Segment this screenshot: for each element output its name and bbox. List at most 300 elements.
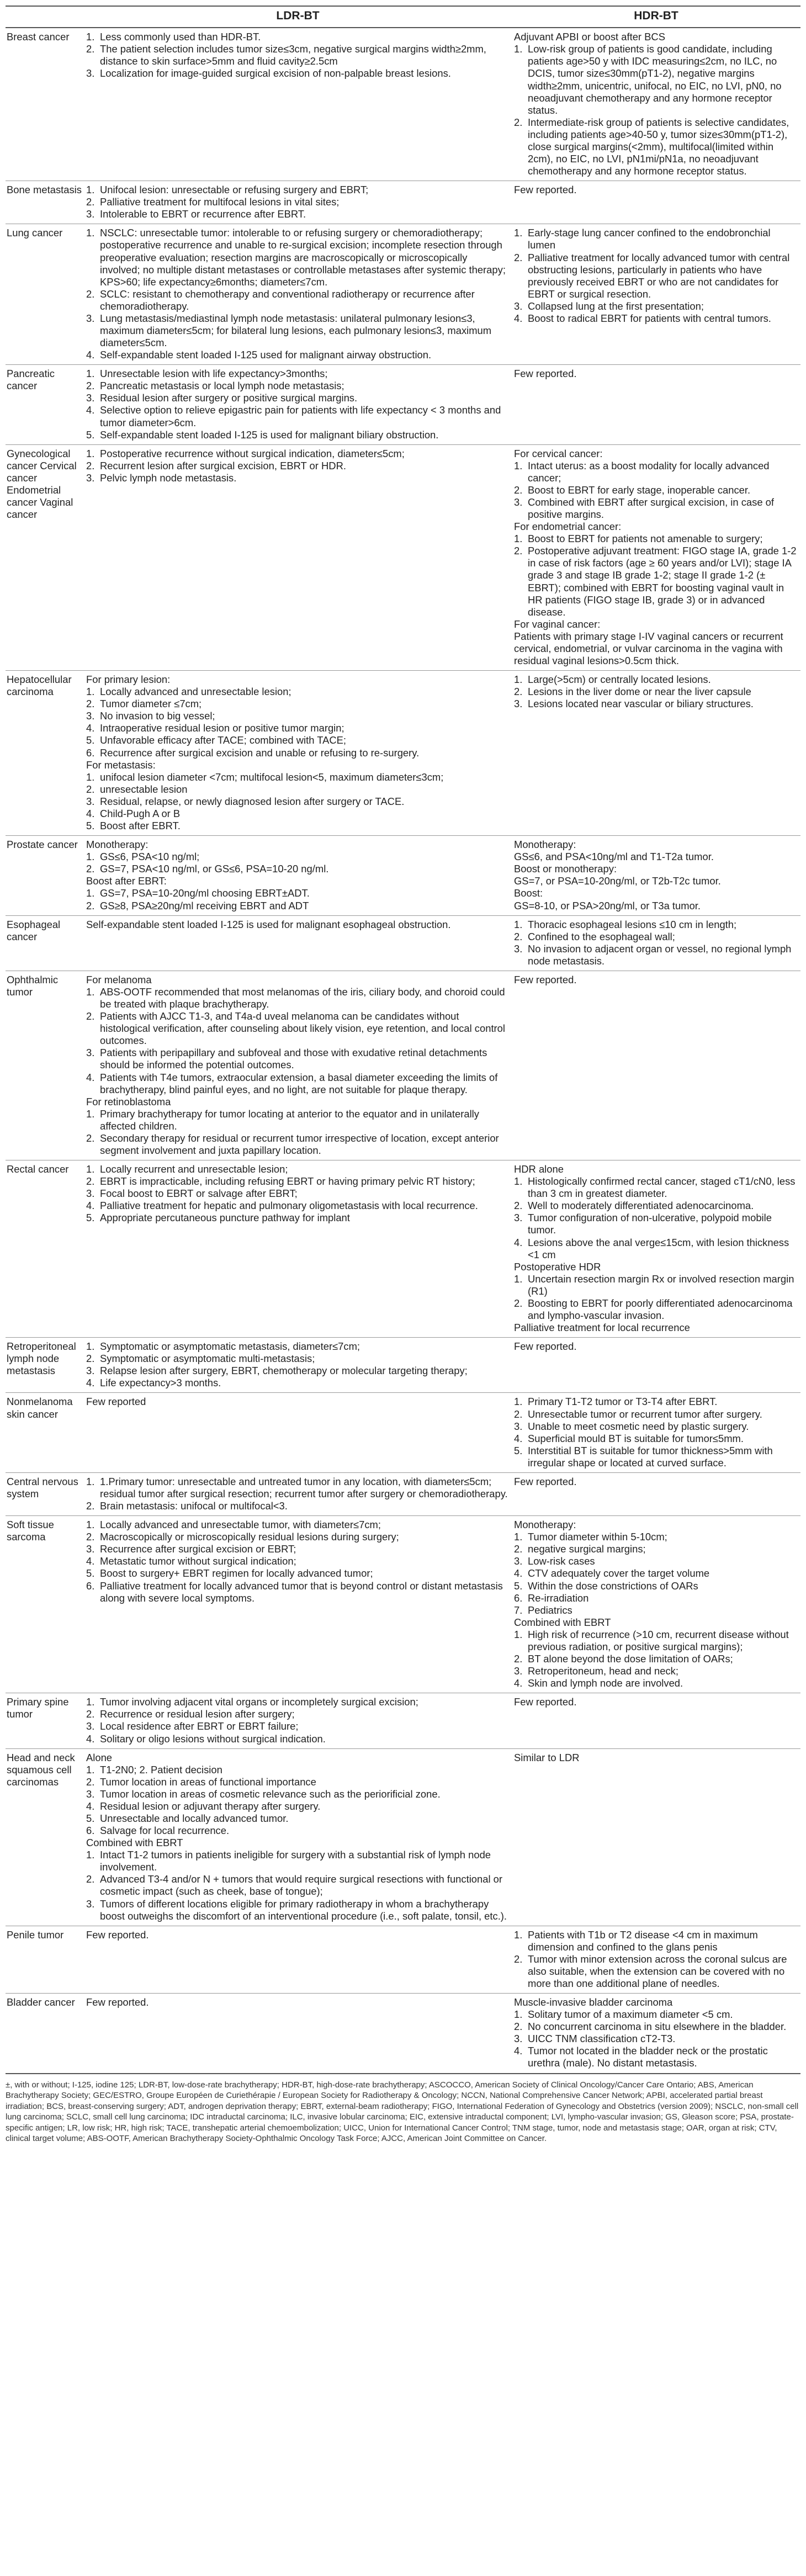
- numbered-item: [86, 429, 508, 441]
- numbered-item: [514, 1665, 797, 1677]
- item-text: Intermediate-risk group of patients is selective candidates, including patients age>40-50 y, tumor size≤30mm(pT1-2), close surgical margins(<2mm), multifocal(limited within 2cm), no EIC, no LVI, pN1mi/pN1a, no neoadjuvant chemotherapy and any hormone receptor status.: [528, 116, 789, 177]
- item-number: 1.: [86, 184, 95, 196]
- item-number: 3.: [514, 698, 523, 710]
- hdr-indications-cell: [512, 28, 800, 181]
- numbered-item: [86, 392, 508, 404]
- item-text: Primary brachytherapy for tumor locating at anterior to the equator and in unilaterally affected children.: [100, 1107, 479, 1132]
- numbered-item: [514, 1567, 797, 1579]
- table-header: [6, 6, 800, 28]
- ldr-indications-cell: [84, 224, 512, 365]
- numbered-item: [86, 1108, 508, 1132]
- item-number: 1.: [86, 1519, 95, 1531]
- item-number: 1.: [514, 1928, 523, 1941]
- numbered-item: [86, 1800, 508, 1812]
- text-line: For cervical cancer:: [514, 447, 603, 459]
- footnote-text: ±, with or without; I-125, iodine 125; LDR-BT, low-dose-rate brachytherapy; HDR-BT, high-dose-rate brachytherapy; ASCOCCO, American Society of Clinical Oncology/Cancer Care Ontario; ABS, American Brachytherapy Society; GEC/ESTRO, Groupe Européen de Curiethérapie / European Society for Radiotherapy & Oncology; NCCN, National Comprehensive Cancer Network; APBI, accelerated partial breast irradiation; BCS, breast-conserving surgery; ADT, androgen deprivation therapy; EBRT, external-beam radiotherapy; FIGO, International Federation of Gynecology and Obstetrics (version 2009); NSCLC, non-small cell lung carcinoma; SCLC, small cell lung carcinoma; IDC intraductal carcinoma; ILC, invasive lobular carcinoma; EIC, extensive intraductal component; LVI, lympho-vascular invasion; GS, Gleason score; PSA, prostate-specific antigen; LR, low risk; HR, high risk; TACE, transhepatic arterial chemoembolization; UICC, Union for International Cancer Control; TNM stage, tumor, node and metastasis stage; OAR, organ at risk; CTV, clinical target volume; ABS-OOTF, American Brachytherapy Society-Ophthalmic Oncology Task Force; AJCC, American Joint Committee on Cancer.: [6, 2080, 799, 2144]
- item-number: 2.: [514, 251, 523, 263]
- numbered-item: [514, 312, 797, 325]
- numbered-item: [86, 887, 508, 899]
- item-number: 2.: [514, 686, 523, 698]
- item-text: GS=7, PSA=10-20ng/ml choosing EBRT±ADT.: [100, 887, 310, 899]
- numbered-item: [86, 1776, 508, 1788]
- hdr-indications-cell: [512, 1748, 800, 1926]
- item-text: Local residence after EBRT or EBRT failure;: [100, 1720, 299, 1732]
- item-text: 1.Primary tumor: unresectable and untreated tumor in any location, with diameter≤5cm; residual tumor after surgical resection; recurrent tumor after surgery or chemoradiotherapy.: [100, 1475, 508, 1500]
- item-text: Tumor configuration of non-ulcerative, polypoid mobile tumor.: [528, 1212, 772, 1236]
- numbered-item: [514, 1297, 797, 1322]
- table-row: [6, 1994, 800, 2074]
- item-text: Intraoperative residual lesion or positive tumor margin;: [100, 722, 344, 734]
- item-text: Lesions located near vascular or biliary structures.: [528, 698, 754, 710]
- item-text: Tumor diameter within 5-10cm;: [528, 1531, 667, 1543]
- table-row: [6, 224, 800, 365]
- header-col-cancer: [6, 6, 84, 28]
- item-number: 1.: [86, 1163, 95, 1175]
- numbered-item: [86, 863, 508, 875]
- item-text: Residual lesion after surgery or positive surgical margins.: [100, 392, 358, 404]
- item-number: 3.: [86, 208, 95, 220]
- numbered-item: [514, 1555, 797, 1567]
- item-text: EBRT is impracticable, including refusing EBRT or having primary pelvic RT history;: [100, 1175, 475, 1188]
- item-text: Palliative treatment for multifocal lesions in vital sites;: [100, 196, 340, 208]
- text-line: Boost after EBRT:: [86, 875, 167, 887]
- numbered-item: [514, 1629, 797, 1653]
- item-number: 2.: [86, 1775, 95, 1788]
- numbered-item: [86, 288, 508, 312]
- item-number: 4.: [514, 1432, 523, 1444]
- item-text: NSCLC: unresectable tumor: intolerable to or refusing surgery or chemoradiotherapy; postoperative recurrence and unable to re-surgical excision; incomplete resection through preoperative evaluation; resection margins are macroscopically or microscopically involved; no multiple distant metastases or controllable metastases after systemic therapy; KPS>60; life expectancy≥6months; diameter≤7cm.: [100, 227, 506, 288]
- numbered-item: [86, 1365, 508, 1377]
- text-line: Few reported.: [514, 973, 577, 985]
- item-text: Lesions above the anal verge≤15cm, with lesion thickness <1 cm: [528, 1236, 789, 1260]
- text-line: Palliative treatment for local recurrence: [514, 1322, 690, 1334]
- numbered-item: [514, 545, 797, 618]
- item-text: Focal boost to EBRT or salvage after EBRT;: [100, 1188, 298, 1200]
- numbered-item: [86, 1825, 508, 1837]
- numbered-item: [86, 986, 508, 1010]
- ldr-indications-cell: [84, 1994, 512, 2074]
- item-text: Unresectable and locally advanced tumor.: [100, 1812, 289, 1824]
- item-text: UICC TNM classification cT2-T3.: [528, 2033, 676, 2045]
- text-line: Patients with primary stage I-IV vaginal cancers or recurrent cervical, endometrial, or vulvar carcinoma in the vagina with residual vaginal lesions>0.5cm thick.: [514, 630, 783, 667]
- text-line: Similar to LDR: [514, 1751, 580, 1763]
- text-line: Muscle-invasive bladder carcinoma: [514, 1996, 673, 2008]
- item-number: 2.: [514, 1408, 523, 1420]
- item-number: 3.: [86, 471, 95, 484]
- item-text: Palliative treatment for locally advanced tumor that is beyond control or distant metastasis along with severe local symptoms.: [100, 1579, 503, 1604]
- item-number: 3.: [86, 1897, 95, 1910]
- item-number: 1.: [86, 1696, 95, 1708]
- item-number: 2.: [86, 1132, 95, 1144]
- item-number: 2.: [86, 196, 95, 208]
- item-number: 3.: [86, 710, 95, 722]
- item-text: Locally advanced and unresectable tumor, with diameter≤7cm;: [100, 1519, 381, 1531]
- numbered-item: [86, 1849, 508, 1873]
- numbered-item: [514, 1396, 797, 1408]
- text-line: Monotherapy:: [86, 839, 149, 851]
- item-number: 2.: [86, 459, 95, 471]
- cancer-type-cell: Bone metastasis: [6, 181, 84, 224]
- item-number: 2.: [514, 1297, 523, 1309]
- item-text: Recurrence after surgical excision or EBRT;: [100, 1543, 296, 1555]
- item-number: 4.: [86, 722, 95, 734]
- item-text: Pediatrics: [528, 1604, 572, 1616]
- item-text: Boosting to EBRT for poorly differentiated adenocarcinoma and lympho-vascular invasion.: [528, 1297, 793, 1321]
- numbered-item: [86, 747, 508, 759]
- item-number: 1.: [86, 887, 95, 899]
- numbered-item: [86, 1531, 508, 1543]
- item-number: 3.: [514, 300, 523, 312]
- item-number: 6.: [514, 1592, 523, 1604]
- hdr-indications-cell: [512, 915, 800, 971]
- cancer-type-cell: Central nervous system: [6, 1472, 84, 1515]
- item-number: 3.: [86, 1720, 95, 1732]
- item-text: unifocal lesion diameter <7cm; multifocal lesion<5, maximum diameter≤3cm;: [100, 771, 444, 783]
- item-number: 5.: [514, 1579, 523, 1592]
- ldr-indications-cell: [84, 671, 512, 836]
- item-number: 2.: [514, 116, 523, 128]
- ldr-indications-cell: [84, 1472, 512, 1515]
- item-number: 5.: [86, 734, 95, 746]
- item-text: unresectable lesion: [100, 783, 188, 795]
- cancer-type-cell: Retroperitoneal lymph node metastasis: [6, 1338, 84, 1393]
- item-text: Tumor location in areas of functional importance: [100, 1775, 316, 1788]
- numbered-item: [86, 796, 508, 808]
- item-text: Palliative treatment for hepatic and pulmonary oligometastasis with local recurrence.: [100, 1200, 478, 1212]
- numbered-item: [514, 252, 797, 300]
- numbered-item: [86, 820, 508, 832]
- numbered-item: [514, 1531, 797, 1543]
- numbered-item: [514, 533, 797, 545]
- item-text: Re-irradiation: [528, 1592, 589, 1604]
- numbered-item: [86, 1072, 508, 1096]
- hdr-indications-cell: [512, 1516, 800, 1693]
- text-line: Few reported: [86, 1396, 146, 1408]
- cancer-type-cell: Prostate cancer: [6, 836, 84, 915]
- text-line: For metastasis:: [86, 759, 156, 771]
- numbered-item: [86, 1696, 508, 1708]
- item-text: Postoperative recurrence without surgical indication, diameter≤5cm;: [100, 447, 405, 459]
- ldr-indications-cell: [84, 444, 512, 670]
- hdr-indications-cell: [512, 181, 800, 224]
- text-line: For retinoblastoma: [86, 1095, 171, 1107]
- numbered-item: [514, 2045, 797, 2069]
- item-text: Selective option to relieve epigastric pain for patients with life expectancy < 3 months and tumor diameter>6cm.: [100, 404, 501, 428]
- numbered-item: [86, 1188, 508, 1200]
- item-number: 1.: [514, 1628, 523, 1640]
- numbered-item: [86, 771, 508, 783]
- hdr-indications-cell: [512, 444, 800, 670]
- item-number: 1.: [514, 674, 523, 686]
- item-text: Intolerable to EBRT or recurrence after EBRT.: [100, 208, 306, 220]
- numbered-item: [86, 460, 508, 472]
- item-text: Histologically confirmed rectal cancer, staged cT1/cN0, less than 3 cm in greatest diameter.: [528, 1175, 796, 1200]
- item-text: Boost to EBRT for patients not amenable to surgery;: [528, 533, 763, 545]
- item-number: 1.: [86, 227, 95, 239]
- item-number: 2.: [86, 288, 95, 300]
- item-text: Patients with AJCC T1-3, and T4a-d uveal melanoma can be candidates without histological verification, after counseling about likely vision, eye retention, and local control outcomes.: [100, 1010, 505, 1047]
- text-line: Few reported.: [86, 1928, 149, 1941]
- item-text: Tumor diameter ≤7cm;: [100, 698, 202, 710]
- item-number: 4.: [514, 1677, 523, 1689]
- item-number: 1.: [86, 1763, 95, 1775]
- item-number: 1.: [514, 533, 523, 545]
- item-number: 2.: [86, 1500, 95, 1512]
- text-line: Few reported.: [514, 1696, 577, 1708]
- numbered-item: [514, 686, 797, 698]
- item-text: No concurrent carcinoma in situ elsewhere in the bladder.: [528, 2021, 787, 2033]
- item-number: 3.: [86, 312, 95, 324]
- item-number: 2.: [514, 930, 523, 942]
- numbered-item: [514, 674, 797, 686]
- item-text: Pancreatic metastasis or local lymph node metastasis;: [100, 380, 344, 392]
- numbered-item: [514, 1592, 797, 1604]
- numbered-item: [86, 1010, 508, 1047]
- cancer-type-cell: Ophthalmic tumor: [6, 971, 84, 1160]
- item-text: Advanced T3-4 and/or N + tumors that would require surgical resections with functional or cosmetic impact (such as cheek, base of tongue);: [100, 1873, 503, 1897]
- text-line: Few reported.: [514, 1340, 577, 1353]
- item-number: 3.: [514, 496, 523, 508]
- item-text: Symptomatic or asymptomatic multi-metastasis;: [100, 1353, 315, 1365]
- item-number: 6.: [86, 746, 95, 759]
- item-number: 1.: [86, 985, 95, 998]
- item-number: 2.: [514, 1200, 523, 1212]
- item-text: The patient selection includes tumor size≤3cm, negative surgical margins width≥2mm, distance to skin surface>5mm and fluid cavity≥2.5cm: [100, 43, 486, 67]
- numbered-item: [86, 1720, 508, 1732]
- numbered-item: [514, 1580, 797, 1592]
- numbered-item: [86, 1047, 508, 1071]
- item-number: 3.: [514, 1212, 523, 1224]
- item-text: Superficial mould BT is suitable for tumor≤5mm.: [528, 1432, 744, 1444]
- hdr-indications-cell: [512, 1338, 800, 1393]
- numbered-item: [86, 472, 508, 484]
- text-line: Boost:: [514, 887, 543, 899]
- item-number: 6.: [86, 1825, 95, 1837]
- item-number: 3.: [514, 1555, 523, 1567]
- item-number: 3.: [86, 1188, 95, 1200]
- item-text: Patients with T4e tumors, extraocular extension, a basal diameter exceeding the limits of brachytherapy, blind painful eyes, and no light, are not suitable for plaque therapy.: [100, 1071, 498, 1095]
- item-text: Well to moderately differentiated adenocarcinoma.: [528, 1200, 754, 1212]
- table-row: [6, 1516, 800, 1693]
- item-number: 5.: [86, 1567, 95, 1579]
- text-line: Alone: [86, 1751, 113, 1763]
- item-number: 1.: [514, 459, 523, 471]
- item-text: Tumors of different locations eligible for primary radiotherapy in whom a brachytherapy boost outweighs the discomfort of an interventional procedure (i.e., soft palate, tonsil, etc.).: [100, 1897, 507, 1922]
- item-text: Palliative treatment for locally advanced tumor with central obstructing lesions, particularly in patients who have previously received EBRT or who are not candidates for EBRT or surgical resection.: [528, 251, 790, 300]
- numbered-item: [514, 1420, 797, 1433]
- numbered-item: [514, 2033, 797, 2045]
- item-number: 3.: [86, 1543, 95, 1555]
- table-row: [6, 1472, 800, 1515]
- numbered-item: [86, 734, 508, 746]
- ldr-indications-cell: [84, 1926, 512, 1993]
- numbered-item: [86, 380, 508, 392]
- item-number: 1.: [514, 1175, 523, 1188]
- text-line: Few reported.: [514, 368, 577, 380]
- item-number: 2.: [514, 1543, 523, 1555]
- numbered-item: [86, 698, 508, 710]
- item-text: CTV adequately cover the target volume: [528, 1567, 710, 1579]
- item-number: 3.: [514, 2033, 523, 2045]
- item-text: Interstitial BT is suitable for tumor thickness>5mm with irregular shape or located at curved surface.: [528, 1444, 773, 1469]
- item-number: 3.: [86, 1365, 95, 1377]
- item-number: 5.: [86, 428, 95, 441]
- ldr-indications-cell: [84, 1748, 512, 1926]
- text-line: Monotherapy:: [514, 1519, 576, 1531]
- item-number: 1.: [514, 1273, 523, 1285]
- item-text: Locally recurrent and unresectable lesion;: [100, 1163, 288, 1175]
- cancer-type-cell: Rectal cancer: [6, 1160, 84, 1338]
- numbered-item: [86, 404, 508, 428]
- numbered-item: [514, 1604, 797, 1616]
- item-text: Combined with EBRT after surgical excision, in case of positive margins.: [528, 496, 775, 521]
- item-number: 4.: [86, 1377, 95, 1389]
- item-text: Low-risk cases: [528, 1555, 595, 1567]
- text-line: GS≤6, and PSA<10ng/ml and T1-T2a tumor.: [514, 851, 714, 863]
- numbered-item: [86, 1519, 508, 1531]
- cancer-type-cell: Gynecological cancer Cervical cancer Endometrial cancer Vaginal cancer: [6, 444, 84, 670]
- item-text: GS=7, PSA<10 ng/ml, or GS≤6, PSA=10-20 ng/ml.: [100, 863, 329, 875]
- ldr-indications-cell: [84, 915, 512, 971]
- item-text: Large(>5cm) or centrally located lesions.: [528, 674, 711, 686]
- item-text: Intact T1-2 tumors in patients ineligible for surgery with a substantial risk of lymph node involvement.: [100, 1849, 491, 1873]
- numbered-item: [86, 1132, 508, 1157]
- numbered-item: [514, 227, 797, 251]
- item-text: Primary T1-T2 tumor or T3-T4 after EBRT.: [528, 1396, 718, 1408]
- numbered-item: [86, 1340, 508, 1353]
- item-text: Unfavorable efficacy after TACE; combined with TACE;: [100, 734, 346, 746]
- numbered-item: [86, 1764, 508, 1776]
- numbered-item: [86, 1377, 508, 1389]
- item-number: 2.: [86, 899, 95, 911]
- numbered-item: [86, 710, 508, 722]
- cancer-type-cell: Soft tissue sarcoma: [6, 1516, 84, 1693]
- item-text: Tumor not located in the bladder neck or the prostatic urethra (male). No distant metastasis.: [528, 2045, 768, 2069]
- table-row: [6, 836, 800, 915]
- hdr-indications-cell: [512, 1926, 800, 1993]
- numbered-item: [514, 496, 797, 521]
- item-text: Secondary therapy for residual or recurrent tumor irrespective of location, except anterior segment involvement and juxta papillary location.: [100, 1132, 499, 1156]
- numbered-item: [514, 1273, 797, 1297]
- text-line: Few reported.: [86, 1996, 149, 2008]
- numbered-item: [514, 1653, 797, 1665]
- item-text: Within the dose constrictions of OARs: [528, 1579, 698, 1592]
- item-number: 1.: [514, 918, 523, 930]
- item-number: 1.: [514, 1531, 523, 1543]
- item-text: Tumor involving adjacent vital organs or incompletely surgical excision;: [100, 1696, 418, 1708]
- numbered-item: [514, 1212, 797, 1236]
- numbered-item: [86, 1500, 508, 1512]
- numbered-item: [86, 1555, 508, 1567]
- numbered-item: [86, 31, 508, 43]
- ldr-indications-cell: [84, 1393, 512, 1472]
- numbered-item: [514, 2008, 797, 2021]
- item-number: 4.: [86, 404, 95, 416]
- item-text: Lesions in the liver dome or near the liver capsule: [528, 686, 751, 698]
- item-text: Unresectable tumor or recurrent tumor after surgery.: [528, 1408, 762, 1420]
- cancer-type-cell: Lung cancer: [6, 224, 84, 365]
- numbered-item: [86, 1708, 508, 1720]
- numbered-item: [86, 1567, 508, 1579]
- table-row: [6, 28, 800, 181]
- table-row: [6, 444, 800, 670]
- item-number: 5.: [86, 1212, 95, 1224]
- text-line: For melanoma: [86, 973, 152, 985]
- item-number: 1.: [514, 1396, 523, 1408]
- item-text: Recurrence or residual lesion after surgery;: [100, 1708, 295, 1720]
- item-number: 3.: [86, 795, 95, 807]
- item-text: Unable to meet cosmetic need by plastic surgery.: [528, 1420, 749, 1432]
- item-text: Patients with T1b or T2 disease <4 cm in maximum dimension and confined to the glans penis: [528, 1928, 758, 1953]
- text-line: Postoperative HDR: [514, 1260, 601, 1273]
- item-number: 1.: [86, 1475, 95, 1487]
- numbered-item: [514, 1445, 797, 1469]
- text-line: Boost or monotherapy:: [514, 863, 617, 875]
- item-text: Recurrent lesion after surgical excision, EBRT or HDR.: [100, 459, 346, 471]
- numbered-item: [86, 1212, 508, 1224]
- item-number: 3.: [514, 1420, 523, 1432]
- item-text: Brain metastasis: unifocal or multifocal<3.: [100, 1500, 288, 1512]
- table-row: [6, 1693, 800, 1748]
- item-number: 1.: [514, 2008, 523, 2021]
- ldr-indications-cell: [84, 365, 512, 444]
- item-text: Child-Pugh A or B: [100, 807, 181, 819]
- text-line: For vaginal cancer:: [514, 618, 601, 630]
- item-number: 4.: [514, 2045, 523, 2057]
- item-text: Residual, relapse, or newly diagnosed lesion after surgery or TACE.: [100, 795, 405, 807]
- item-number: 1.: [86, 31, 95, 43]
- item-number: 3.: [86, 1047, 95, 1059]
- item-number: 3.: [514, 942, 523, 955]
- cancer-type-cell: Pancreatic cancer: [6, 365, 84, 444]
- item-number: 4.: [86, 349, 95, 361]
- numbered-item: [86, 67, 508, 79]
- numbered-item: [86, 184, 508, 196]
- item-text: Tumor location in areas of cosmetic relevance such as the periorificial zone.: [100, 1788, 441, 1800]
- numbered-item: [514, 2021, 797, 2033]
- item-number: 2.: [514, 545, 523, 557]
- numbered-item: [514, 698, 797, 710]
- numbered-item: [86, 808, 508, 820]
- item-text: Unifocal lesion: unresectable or refusing surgery and EBRT;: [100, 184, 369, 196]
- numbered-item: [86, 1163, 508, 1175]
- hdr-indications-cell: [512, 365, 800, 444]
- item-number: 3.: [86, 392, 95, 404]
- item-text: Lung metastasis/mediastinal lymph node metastasis: unilateral pulmonary lesion≤3, maximum diameter≤5cm; for bilateral lung lesions, each pulmonary lesion≤3, maximum diameter≤5cm.: [100, 312, 492, 349]
- item-text: Residual lesion or adjuvant therapy after surgery.: [100, 1800, 321, 1812]
- text-line: Self-expandable stent loaded I-125 is used for malignant esophageal obstruction.: [86, 918, 451, 930]
- item-text: Low-risk group of patients is good candidate, including patients age>50 y with IDC measuring≤2cm, no ILC, no DCIS, tumor size≤30mm(pT1-2), negative margins width≥2mm, unicentric, unifocal, no EIC, no LVI, pN0, no neoadjuvant chemotherapy and any hormone receptor status.: [528, 43, 782, 116]
- item-number: 5.: [86, 1812, 95, 1824]
- item-number: 1.: [86, 368, 95, 380]
- cancer-type-cell: Head and neck squamous cell carcinomas: [6, 1748, 84, 1926]
- numbered-item: [86, 1733, 508, 1745]
- numbered-item: [514, 919, 797, 931]
- item-number: 2.: [86, 1531, 95, 1543]
- item-number: 2.: [86, 1353, 95, 1365]
- text-line: Few reported.: [514, 184, 577, 196]
- table-row: [6, 1338, 800, 1393]
- numbered-item: [86, 1812, 508, 1825]
- item-number: 2.: [86, 380, 95, 392]
- item-number: 3.: [86, 1788, 95, 1800]
- item-number: 1.: [86, 1849, 95, 1861]
- item-number: 4.: [514, 312, 523, 324]
- hdr-indications-cell: [512, 1994, 800, 2074]
- numbered-item: [86, 1873, 508, 1897]
- item-text: Solitary tumor of a maximum diameter <5 cm.: [528, 2008, 733, 2021]
- numbered-item: [514, 43, 797, 116]
